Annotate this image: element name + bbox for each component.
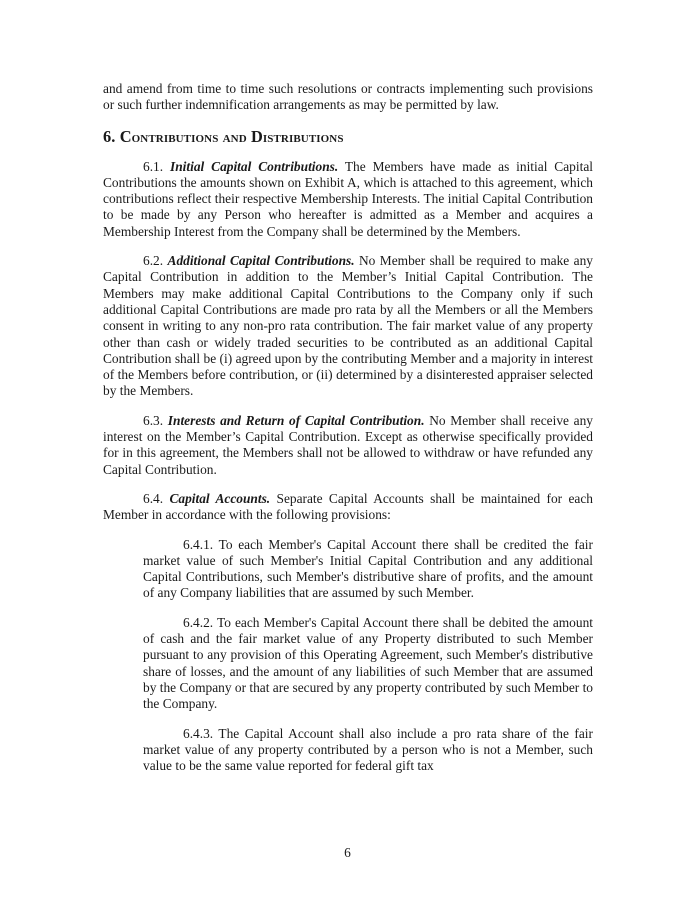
subparagraph-text: To each Member's Capital Account there shall be debited the amount of cash and the fair market value of any Property distributed to such Member pursuant to any provision of this Operating Agreement, such Member's distributive share of losses, and the amount of any liabilities of such Member that are assumed by the Company or that are secured by any property contributed by such Member to the Company. [143,614,593,712]
paragraph-6-1 [103,159,593,240]
subparagraph-number: 6.4.3. [183,725,214,741]
subparagraph-6-4-2 [143,615,593,713]
paragraph-text: No Member shall be required to make any Capital Contribution in addition to the Member’s Initial Capital Contribution. The Members may make additional Capital Contributions to the Company only if such additional Capital Contributions are made pro rata by all the Members or all the Members consent in writing to any non-pro rata contribution. The fair market value of any property other than cash or widely traded securities to be contributed as an additional Capital Contribution shall be (i) agreed upon by the contributing Member and a majority in interest of the Members before contribution, or (ii) determined by a disinterested appraiser selected by the Members. [103,253,593,399]
subparagraph-number: 6.4.2. [183,614,214,630]
paragraph-text: The Members have made as initial Capital Contributions the amounts shown on Exhibit A, which is attached to this agreement, which contributions reflect their respective Membership Interests. The initial Capital Contribution to be made by any Person who hereafter is admitted as a Member and acquires a Membership Interest from the Company shall be determined by the Members. [103,158,593,239]
section-title: Contributions and Distributions [119,126,344,146]
paragraph-text: No Member shall receive any interest on the Member’s Capital Contribution. Except as otherwise specifically provided for in this agreement, the Members shall not be allowed to withdraw or have refunded any Capital Contribution. [103,412,593,477]
paragraph-number: 6.2. [143,253,164,269]
page-content [103,81,593,774]
section-number: 6. [103,126,116,146]
paragraph-heading: Interests and Return of Capital Contribution. [167,412,425,428]
subparagraph-number: 6.4.1. [183,536,214,552]
paragraph-heading: Additional Capital Contributions. [167,253,355,269]
subparagraph-6-4-1 [143,537,593,602]
section-heading [103,127,593,147]
paragraph-heading: Initial Capital Contributions. [170,158,339,174]
paragraph-6-4 [103,491,593,524]
subparagraph-text: The Capital Account shall also include a pro rata share of the fair market value of any property contributed by a person who is not a Member, such value to be the same value reported for federal gift tax [143,725,593,774]
paragraph-text: Separate Capital Accounts shall be maintained for each Member in accordance with the following provisions: [103,490,594,523]
page-number: 6 [344,845,351,860]
subparagraph-text: To each Member's Capital Account there shall be credited the fair market value of such Member's Initial Capital Contribution and any additional Capital Contributions, such Member's distributive share of profits, and the amount of any Company liabilities that are assumed by such Member. [143,536,593,601]
paragraph-6-3 [103,413,593,478]
subparagraph-6-4-3 [143,726,593,775]
paragraph-number: 6.4. [143,490,164,506]
paragraph-6-2 [103,253,593,400]
paragraph-number: 6.1. [143,158,164,174]
intro-continuation: and amend from time to time such resolutions or contracts implementing such provisions or such further indemnification arrangements as may be permitted by law. [103,81,593,113]
paragraph-number: 6.3. [143,412,164,428]
paragraph-heading: Capital Accounts. [169,490,271,506]
